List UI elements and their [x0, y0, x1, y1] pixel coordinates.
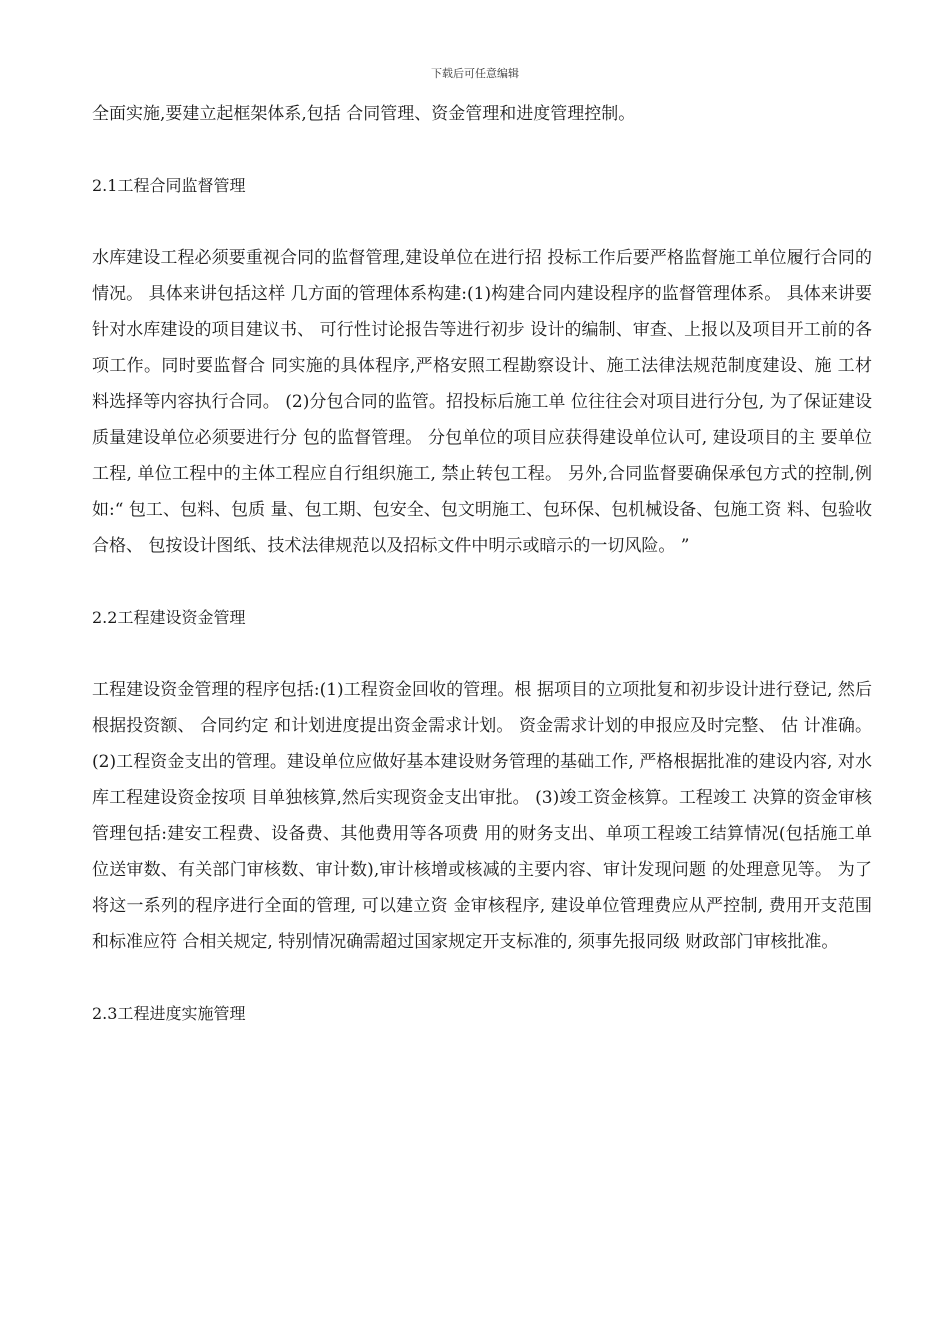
- document-body: [92, 96, 872, 1032]
- section-heading-2-1: 2.1工程合同监督管理: [92, 176, 246, 195]
- intro-paragraph: 全面实施,要建立起框架体系,包括 合同管理、资金管理和进度管理控制。: [92, 104, 636, 124]
- section-2-1-paragraph: 水库建设工程必须要重视合同的监督管理,建设单位在进行招 投标工作后要严格监督施工单位履行合同的情况。 具体来讲包括这样 几方面的管理体系构建:(1)构建合同内建设程序的监督管理体系。 具体来讲要针对水库建设的项目建议书、 可行性讨论报告等进行初步 设计的编制、审查、上报以及项目开工前的各项工作。同时要监督合 同实施的具体程序,严格安照工程勘察设计、施工法律法规范制度建设、施 工材料选择等内容执行合同。 (2)分包合同的监管。招投标后施工单 位往往会对项目进行分包, 为了保证建设质量建设单位必须要进行分 包的监督管理。 分包单位的项目应获得建设单位认可, 建设项目的主 要单位工程, 单位工程中的主体工程应自行组织施工, 禁止转包工程。 另外,合同监督要确保承包方式的控制,例如:“ 包工、包料、包质 量、包工期、包安全、包文明施工、包环保、包机械设备、包施工资 料、包验收合格、 包按设计图纸、技术法律规范以及招标文件中明示或暗示的一切风险。 ”: [92, 248, 872, 556]
- section-2-2-paragraph: 工程建设资金管理的程序包括:(1)工程资金回收的管理。根 据项目的立项批复和初步设计进行登记, 然后根据投资额、 合同约定 和计划进度提出资金需求计划。 资金需求计划的申报应及时完整、 估 计准确。 (2)工程资金支出的管理。建设单位应做好基本建设财务管理的基础工作, 严格根据批准的建设内容, 对水库工程建设资金按项 目单独核算,然后实现资金支出审批。 (3)竣工资金核算。工程竣工 决算的资金审核管理包括:建安工程费、设备费、其他费用等各项费 用的财务支出、单项工程竣工结算情况(包括施工单位送审数、有关部门审核数、审计数),审计核增或核减的主要内容、审计发现问题 的处理意见等。 为了将这一系列的程序进行全面的管理, 可以建立资 金审核程序, 建设单位管理费应从严控制, 费用开支范围和标准应符 合相关规定, 特别情况确需超过国家规定开支标准的, 须事先报同级 财政部门审核批准。: [92, 680, 872, 952]
- page-header: 下载后可任意编辑: [431, 67, 519, 80]
- section-heading-2-2: 2.2工程建设资金管理: [92, 608, 246, 627]
- section-heading-2-3: 2.3工程进度实施管理: [92, 1004, 246, 1023]
